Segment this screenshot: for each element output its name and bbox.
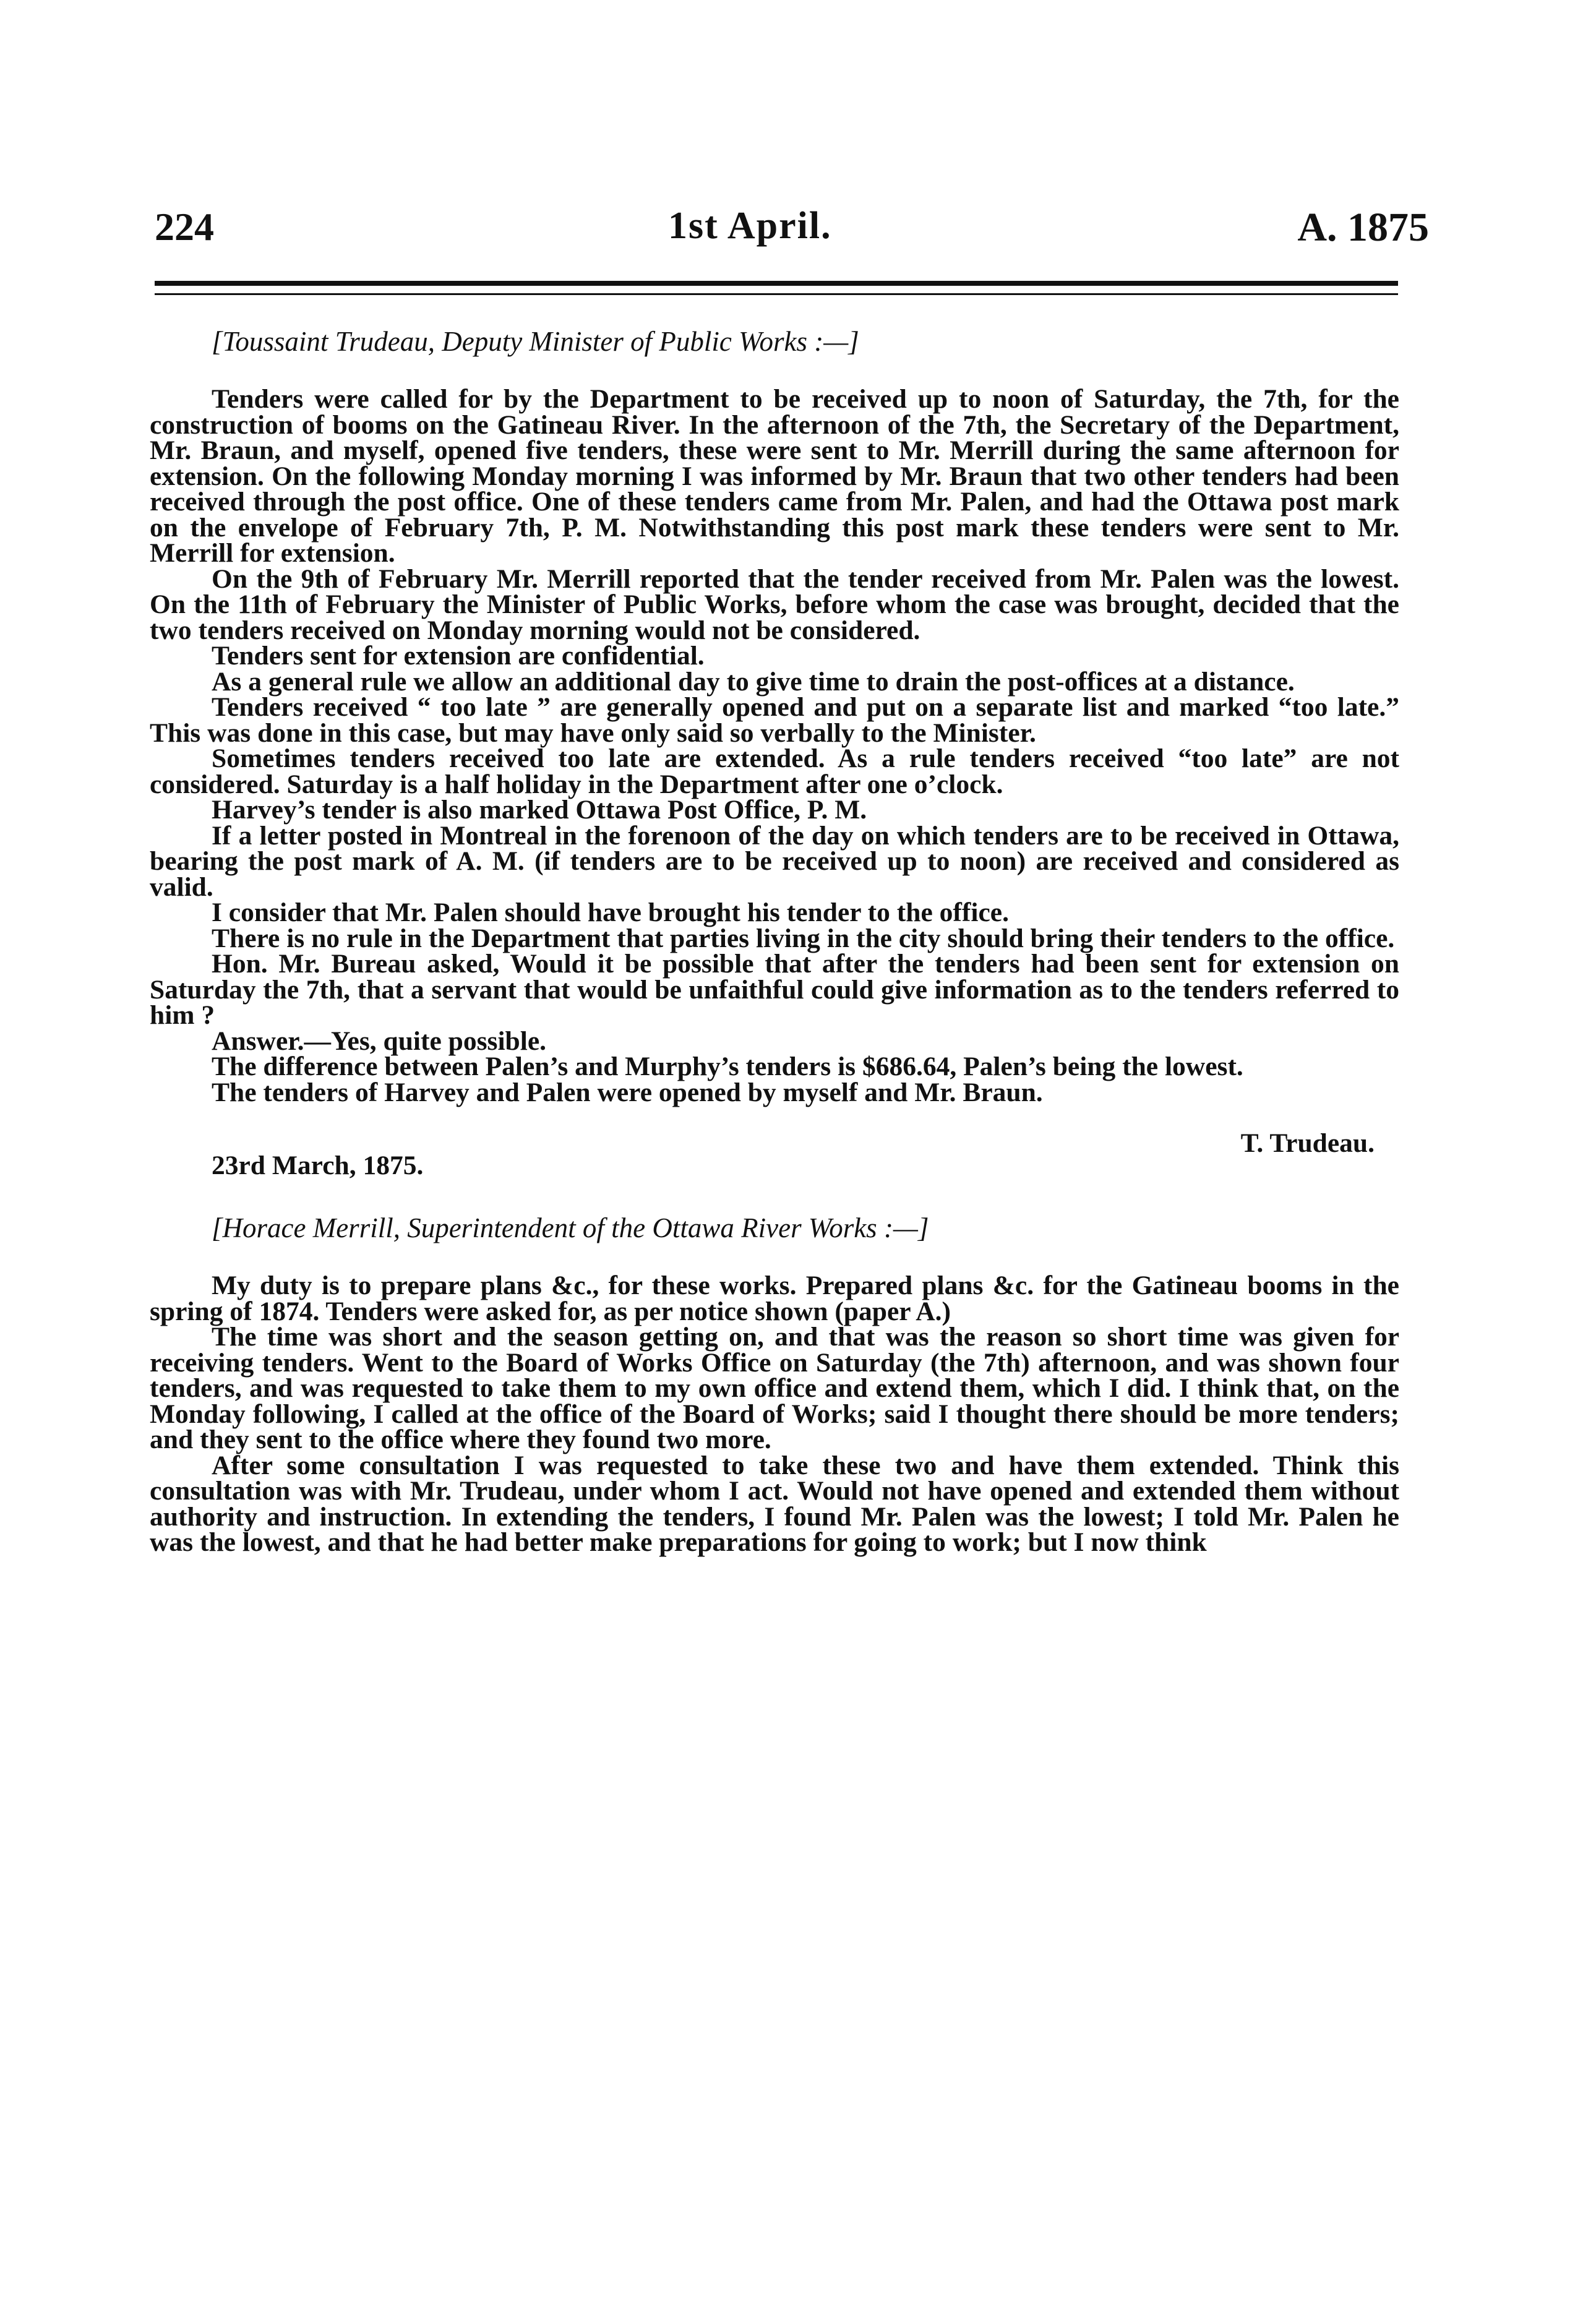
header-rule-thick bbox=[155, 281, 1398, 286]
paragraph: My duty is to prepare plans &c., for these works. Prepared plans &c. for the Gatineau booms in the spring of 1874. Tenders were asked for, as per notice shown (paper A.) bbox=[150, 1271, 1399, 1326]
paragraph: Tenders received “ too late ” are generally opened and put on a separate list and marked “too late.” This was done in this case, but may have only said so verbally to the Minister. bbox=[150, 692, 1399, 748]
header-year: A. 1875 bbox=[1297, 205, 1429, 250]
date-line: 23rd March, 1875. bbox=[212, 1150, 424, 1180]
paragraph: After some consultation I was requested to take these two and have them extended. Think this consultation was with Mr. Trudeau, under whom I act. Would not have opened and extended them without authority and instruction. In extending the tenders, I found Mr. Palen was the lowest; I told Mr. Palen he was the lowest, and that he had better make preparations for going to work; but I now think bbox=[150, 1450, 1399, 1557]
paragraph: There is no rule in the Department that parties living in the city should bring their tenders to the office. bbox=[212, 923, 1395, 953]
paragraph: The difference between Palen’s and Murphy’s tenders is $686.64, Palen’s being the lowest. bbox=[212, 1052, 1243, 1081]
paragraph: Hon. Mr. Bureau asked, Would it be possible that after the tenders had been sent for extension on Saturday the 7th, that a servant that would be unfaithful could give information as to the tenders referred to him ? bbox=[150, 949, 1399, 1030]
section-2-heading: [Horace Merrill, Superintendent of the Ottawa River Works :—] bbox=[212, 1212, 929, 1243]
body-text bbox=[150, 322, 1399, 1556]
signature: T. Trudeau. bbox=[1240, 1128, 1375, 1158]
header-rule-thin bbox=[155, 293, 1398, 295]
section-1-heading: [Toussaint Trudeau, Deputy Minister of Public Works :—] bbox=[212, 326, 859, 357]
page-number: 224 bbox=[155, 205, 214, 249]
paragraph: The tenders of Harvey and Palen were opened by myself and Mr. Braun. bbox=[212, 1077, 1043, 1107]
paragraph: Tenders were called for by the Department to be received up to noon of Saturday, the 7th, for the construction of booms on the Gatineau River. In the afternoon of the 7th, the Secretary of the Department, Mr. Braun, and myself, opened five tenders, these were sent to Mr. Merrill during the same afternoon for extension. On the following Monday morning I was informed by Mr. Braun that two other tenders had been received through the post office. One of these tenders came from Mr. Palen, and had the Ottawa post mark on the envelope of February 7th, P. M. Notwithstanding this post mark these tenders were sent to Mr. Merrill for extension. bbox=[150, 384, 1399, 568]
paragraph: Answer.—Yes, quite possible. bbox=[212, 1026, 547, 1056]
paragraph: The time was short and the season getting on, and that was the reason so short time was given for receiving tenders. Went to the Board of Works Office on Saturday (the 7th) afternoon, and was shown four tenders, and was requested to take them to my own office and extend them, which I did. I think that, on the Monday following, I called at the office of the Board of Works; said I thought there should be more tenders; and they sent to the office where they found two more. bbox=[150, 1322, 1399, 1454]
paragraph: Harvey’s tender is also marked Ottawa Post Office, P. M. bbox=[212, 795, 867, 825]
paragraph: As a general rule we allow an additional day to give time to drain the post-offices at a distance. bbox=[212, 666, 1295, 697]
paragraph: On the 9th of February Mr. Merrill reported that the tender received from Mr. Palen was the lowest. On the 11th of February the Minister of Public Works, before whom the case was brought, decided that the two tenders received on Monday morning would not be considered. bbox=[150, 564, 1399, 645]
paragraph: If a letter posted in Montreal in the forenoon of the day on which tenders are to be received in Ottawa, bearing the post mark of A. M. (if tenders are to be received up to noon) are received and considered as valid. bbox=[150, 820, 1399, 902]
paragraph: I consider that Mr. Palen should have brought his tender to the office. bbox=[212, 898, 1009, 927]
section-spacer bbox=[150, 1178, 1399, 1197]
paragraph: Tenders sent for extension are confidential. bbox=[212, 641, 705, 671]
page-header bbox=[155, 204, 1429, 272]
header-date: 1st April. bbox=[668, 205, 832, 247]
paragraph: Sometimes tenders received too late are extended. As a rule tenders received “too late” are not considered. Saturday is a half holiday in the Department after one o’clock. bbox=[150, 744, 1399, 799]
